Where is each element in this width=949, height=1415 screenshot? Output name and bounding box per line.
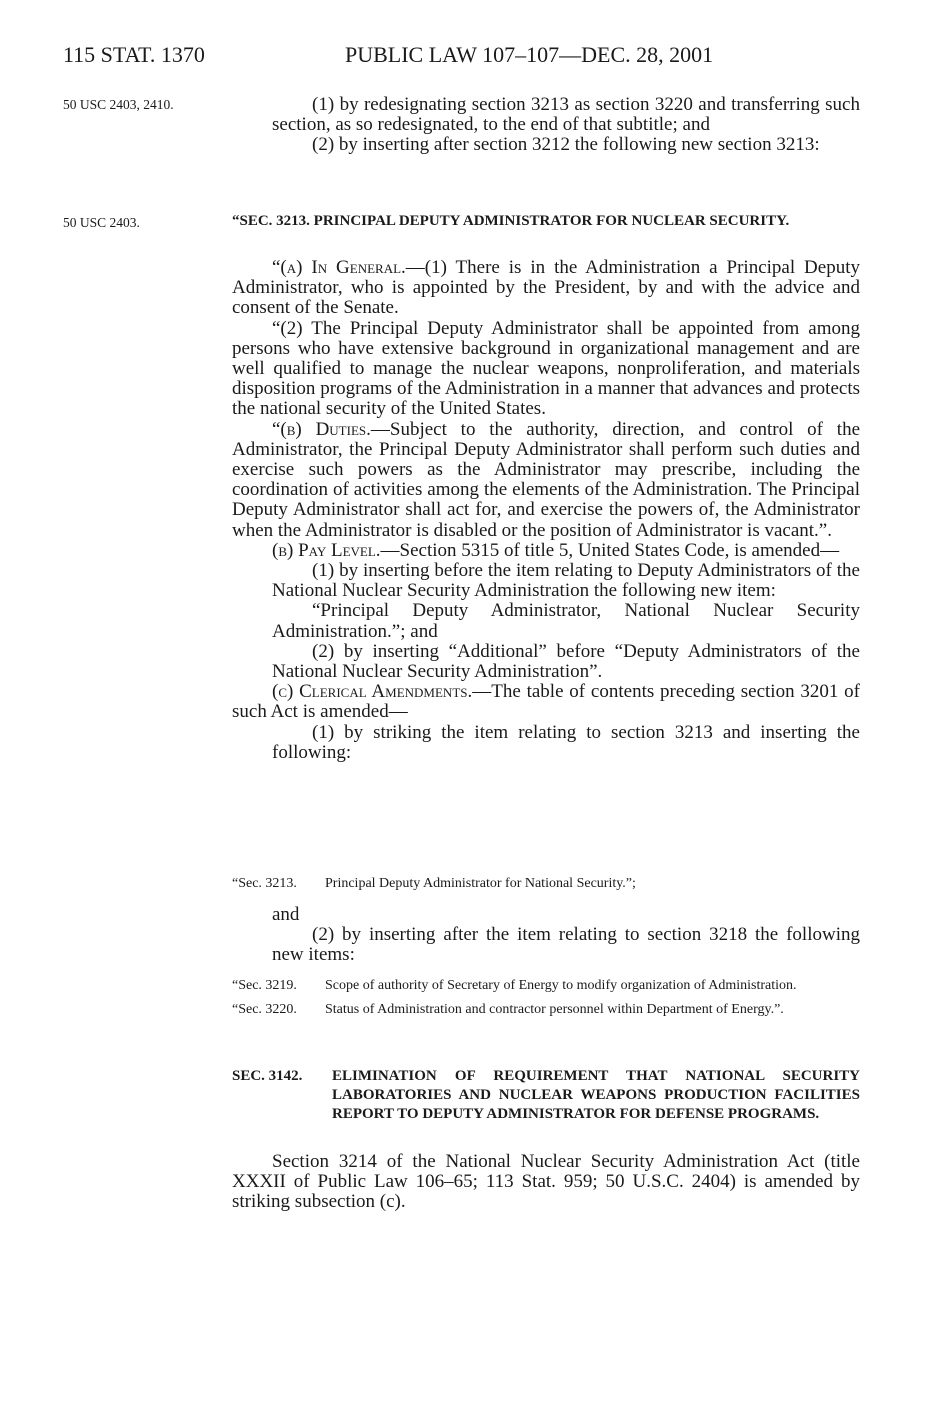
toc-item-3213: “Sec. 3213. Principal Deputy Administrator for National Security.”; bbox=[232, 876, 636, 891]
para-clerical: (c) Clerical Amendments.—The table of contents preceding section 3201 of such Act is amended— bbox=[232, 681, 860, 723]
para-section-3214: Section 3214 of the National Nuclear Security Administration Act (title XXXII of Public Law 106–65; 113 Stat. 959; 50 U.S.C. 2404) is amended by striking subsection (c). bbox=[232, 1151, 860, 1213]
body-block-2 bbox=[232, 258, 860, 763]
running-title: PUBLIC LAW 107–107—DEC. 28, 2001 bbox=[345, 42, 714, 67]
para-b-duties: “(b) Duties.—Subject to the authority, direction, and control of the Administrator, the Principal Deputy Administrator shall perform such duties and exercise such powers as the Administrator may prescribe, including the coordination of activities among the elements of the Administration. The Principal Deputy Administrator shall act for, and exercise the powers of, the Administrator when the Administrator is disabled or the position of Administrator is vacant.”. bbox=[232, 418, 860, 541]
para-clerical-1: (1) by striking the item relating to section 3213 and inserting the following: bbox=[272, 721, 860, 763]
section-3213-heading: “SEC. 3213. PRINCIPAL DEPUTY ADMINISTRATOR FOR NUCLEAR SECURITY. bbox=[232, 213, 790, 229]
para-insert-3213: (2) by inserting after section 3212 the following new section 3213: bbox=[312, 134, 820, 156]
para-clerical-2: (2) by inserting after the item relating to section 3218 the following new items: bbox=[272, 924, 860, 966]
toc-item-3219: “Sec. 3219. Scope of authority of Secretary of Energy to modify organization of Administration. bbox=[232, 978, 797, 993]
para-a-general: “(a) In General.—(1) There is in the Administration a Principal Deputy Administrator, who is appointed by the President, by and with the advice and consent of the Senate. bbox=[232, 257, 860, 319]
stat-citation: 115 STAT. 1370 bbox=[63, 42, 205, 67]
body-block-3 bbox=[232, 905, 860, 966]
para-pay-2: (2) by inserting “Additional” before “Deputy Administrators of the National Nuclear Security Administration”. bbox=[272, 640, 860, 683]
body-block-4 bbox=[232, 1152, 860, 1213]
para-pay-level: (b) Pay Level.—Section 5315 of title 5, United States Code, is amended— bbox=[272, 539, 840, 561]
section-3142-heading: SEC. 3142. ELIMINATION OF REQUIREMENT THAT NATIONAL SECURITY LABORATORIES AND NUCLEAR WEAPONS PRODUCTION FACILITIES REPORT TO DEPUTY ADMINISTRATOR FOR DEFENSE PROGRAMS. bbox=[232, 1068, 860, 1122]
para-pay-1-quote: “Principal Deputy Administrator, National Nuclear Security Administration.”; and bbox=[272, 600, 860, 642]
toc-items-new bbox=[232, 978, 860, 1018]
margin-note-2: 50 USC 2403. bbox=[63, 215, 140, 230]
body-block-1 bbox=[232, 95, 860, 156]
para-a2: “(2) The Principal Deputy Administrator shall be appointed from among persons who have extensive background in organizational management and are well qualified to manage the nuclear weapons, nonproliferation, and materials disposition programs of the Administration in a manner that advances and protects the national security of the United States. bbox=[232, 317, 860, 420]
margin-note-1: 50 USC 2403, 2410. bbox=[63, 97, 174, 112]
toc-item-3220: “Sec. 3220. Status of Administration and contractor personnel within Department of Energy.”. bbox=[232, 1002, 784, 1017]
para-pay-1: (1) by inserting before the item relating to Deputy Administrators of the National Nuclear Security Administration the following new item: bbox=[272, 560, 860, 602]
para-redesignate: (1) by redesignating section 3213 as section 3220 and transferring such section, as so redesignated, to the end of that subtitle; and bbox=[272, 94, 860, 136]
para-and: and bbox=[272, 904, 300, 925]
